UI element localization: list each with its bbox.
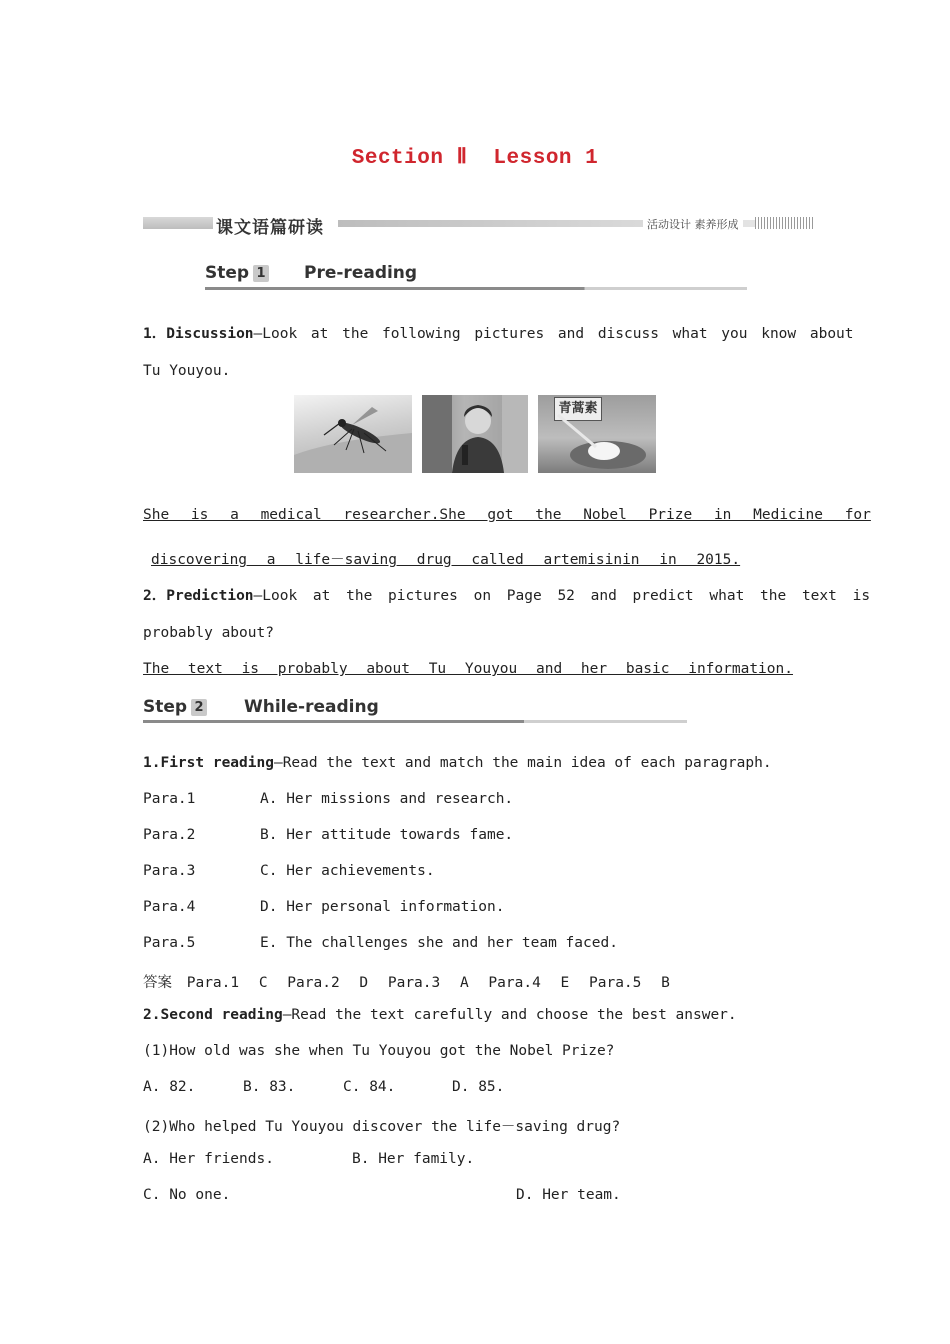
step-1-header: [205, 263, 750, 293]
prediction-text: —Look at the pictures on Page 52 and predict what the text is: [253, 588, 871, 604]
match-para: Para.1: [143, 791, 196, 807]
match-para: Para.4: [143, 899, 196, 915]
spoon-icon: [538, 395, 656, 473]
match-idea: A. Her missions and research.: [260, 791, 514, 807]
second-reading-text: —Read the text carefully and choose the best answer.: [282, 1007, 737, 1023]
first-reading-label: First reading: [160, 755, 274, 771]
second-reading-label: Second reading: [160, 1007, 283, 1023]
prediction-number: 2．: [143, 588, 167, 604]
question-2-option: B. Her family.: [352, 1151, 475, 1167]
portrait-icon: [422, 395, 528, 473]
page-title: [0, 144, 950, 170]
question-2-option: C. No one.: [143, 1187, 231, 1203]
match-row: [143, 791, 514, 807]
artemisinin-sign: 青蒿素: [554, 397, 602, 421]
first-reading-line: [143, 755, 772, 771]
match-row: [143, 899, 505, 915]
answer-text: Para.1 C Para.2 D Para.3 A Para.4 E Para.5 B: [186, 975, 670, 991]
step-1-rule: [205, 287, 747, 290]
question-1-option: B. 83.: [243, 1079, 296, 1095]
match-idea: E. The challenges she and her team faced.: [260, 935, 618, 951]
discussion-line-1: [143, 322, 854, 343]
question-2-option: A. Her friends.: [143, 1151, 274, 1167]
question-1-option: C. 84.: [343, 1079, 396, 1095]
discussion-answer-line-1: She is a medical researcher.She got the Nobel Prize in Medicine for: [143, 507, 871, 523]
match-idea: C. Her achievements.: [260, 863, 435, 879]
match-idea: B. Her attitude towards fame.: [260, 827, 514, 843]
step-2-header: [143, 697, 688, 727]
step-1-number: 1: [253, 265, 269, 282]
match-para: Para.5: [143, 935, 196, 951]
step-1-name: Pre-reading: [304, 263, 418, 283]
question-2-option: D. Her team.: [516, 1187, 621, 1203]
discussion-answer-line-2: discovering a life－saving drug called artemisinin in 2015.: [151, 552, 741, 568]
question-1: (1)How old was she when Tu Youyou got the Nobel Prize?: [143, 1043, 615, 1059]
match-para: Para.2: [143, 827, 196, 843]
prediction-line-1: [143, 584, 870, 605]
answer-label: 答案: [143, 975, 172, 991]
prediction-answer: The text is probably about Tu Youyou and her basic information.: [143, 661, 793, 677]
first-reading-text: —Read the text and match the main idea of each paragraph.: [273, 755, 772, 771]
question-1-option: D. 85.: [452, 1079, 505, 1095]
step-2-word: Step: [143, 697, 188, 717]
banner-stripes: [755, 217, 815, 229]
first-reading-number: 1.: [143, 755, 161, 771]
prediction-label: Prediction: [166, 588, 254, 604]
title-lesson: Lesson 1: [493, 147, 599, 170]
step-2-rule: [143, 720, 687, 723]
banner-tag: 活动设计 素养形成: [643, 216, 743, 232]
discussion-label: Discussion: [166, 326, 254, 342]
first-reading-answer: [143, 971, 670, 992]
question-1-option: A. 82.: [143, 1079, 196, 1095]
match-row: [143, 827, 514, 843]
step-2-number: 2: [191, 699, 207, 716]
step-1-word: Step: [205, 263, 250, 283]
title-section: Section Ⅱ: [351, 147, 468, 170]
artemisinin-photo: [538, 395, 656, 473]
match-row: [143, 935, 618, 951]
match-idea: D. Her personal information.: [260, 899, 505, 915]
discussion-text: —Look at the following pictures and discuss what you know about: [253, 326, 854, 342]
prediction-line-2: probably about?: [143, 625, 274, 641]
second-reading-line: [143, 1007, 737, 1023]
banner-bar-left: [143, 217, 213, 229]
section-banner: [143, 213, 815, 238]
tu-youyou-photo: [422, 395, 528, 473]
step-2-name: While-reading: [244, 697, 379, 717]
match-para: Para.3: [143, 863, 196, 879]
banner-heading: 课文语篇研读: [216, 218, 324, 238]
mosquito-photo: [294, 395, 412, 473]
match-row: [143, 863, 435, 879]
mosquito-icon: [294, 395, 412, 473]
second-reading-number: 2.: [143, 1007, 161, 1023]
discussion-line-2: Tu Youyou.: [143, 363, 231, 379]
question-2: (2)Who helped Tu Youyou discover the life－saving drug?: [143, 1119, 621, 1135]
discussion-number: 1．: [143, 326, 167, 342]
